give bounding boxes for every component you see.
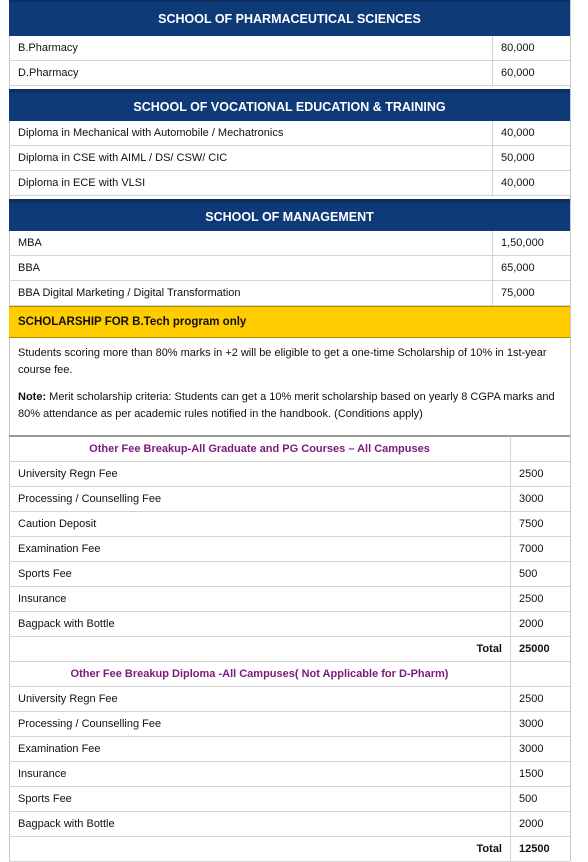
fee-amount: 2000: [519, 618, 544, 630]
fee-amount: 7500: [519, 518, 544, 530]
total-label: Total: [9, 837, 511, 861]
table-row: [9, 712, 570, 737]
fee-amount: 500: [519, 568, 538, 580]
course-name: MBA: [9, 231, 493, 255]
fee-amount: 1500: [519, 768, 544, 780]
fee-name: Sports Fee: [9, 562, 511, 586]
fee-amount: 500: [519, 793, 538, 805]
scholarship-text: Students scoring more than 80% marks in +2 will be eligible to get a one-time Scholarship of 10% in 1st-year course fee.: [18, 347, 547, 376]
fee-amount: 2500: [519, 593, 544, 605]
course-fee: 50,000: [501, 152, 535, 164]
fee-name: Processing / Counselling Fee: [9, 487, 511, 511]
course-fee: 80,000: [501, 42, 535, 54]
table-row: [9, 512, 570, 537]
table-row: [9, 812, 570, 837]
total-row: [9, 837, 570, 862]
fee-name: Insurance: [9, 762, 511, 786]
other-fee-diploma-header: [9, 662, 570, 687]
fee-amount: 3000: [519, 718, 544, 730]
fee-name: Examination Fee: [9, 737, 511, 761]
scholarship-note: [18, 389, 561, 423]
fee-name: University Regn Fee: [9, 687, 511, 711]
fee-name: Bagpack with Bottle: [9, 812, 511, 836]
table-row: [9, 487, 570, 512]
scholarship-header: SCHOLARSHIP FOR B.Tech program only: [9, 306, 570, 338]
course-name: BBA Digital Marketing / Digital Transformation: [9, 281, 493, 305]
total-label: Total: [9, 637, 511, 661]
total-row: [9, 637, 570, 662]
table-row: [9, 36, 570, 61]
fee-amount: 7000: [519, 543, 544, 555]
fee-amount: 2500: [519, 468, 544, 480]
right-border: [570, 0, 571, 861]
scholarship-body: [9, 338, 570, 437]
fee-name: Sports Fee: [9, 787, 511, 811]
other-fee-pg-header: [9, 437, 570, 462]
course-fee: 65,000: [501, 262, 535, 274]
note-label: Note:: [18, 391, 47, 403]
table-row: [9, 737, 570, 762]
table-row: [9, 787, 570, 812]
course-fee: 60,000: [501, 67, 535, 79]
other-fee-diploma-title: Other Fee Breakup Diploma -All Campuses( Not Applicable for D-Pharm): [9, 662, 511, 686]
fee-name: Processing / Counselling Fee: [9, 712, 511, 736]
table-row: [9, 256, 570, 281]
fee-amount: 2000: [519, 818, 544, 830]
course-name: Diploma in ECE with VLSI: [9, 171, 493, 195]
fee-amount: 3000: [519, 743, 544, 755]
course-fee: 1,50,000: [501, 237, 544, 249]
table-row: [9, 121, 570, 146]
table-row: [9, 146, 570, 171]
course-fee: 40,000: [501, 127, 535, 139]
fee-name: Caution Deposit: [9, 512, 511, 536]
fee-amount: 2500: [519, 693, 544, 705]
course-fee: 75,000: [501, 287, 535, 299]
section-header-pharma: SCHOOL OF PHARMACEUTICAL SCIENCES: [9, 0, 570, 36]
table-row: [9, 612, 570, 637]
total-amount: 12500: [519, 843, 550, 855]
course-fee: 40,000: [501, 177, 535, 189]
note-text: Merit scholarship criteria: Students can get a 10% merit scholarship based on yearly 8 CGPA marks and 80% attendance as per academic rules notified in the handbook. (Conditions apply): [18, 391, 555, 420]
table-row: [9, 562, 570, 587]
table-row: [9, 281, 570, 306]
table-row: [9, 171, 570, 196]
table-row: [9, 61, 570, 86]
table-row: [9, 587, 570, 612]
table-row: [9, 462, 570, 487]
other-fee-pg-title: Other Fee Breakup-All Graduate and PG Courses – All Campuses: [9, 437, 511, 461]
table-row: [9, 231, 570, 256]
course-name: BBA: [9, 256, 493, 280]
course-name: Diploma in Mechanical with Automobile / Mechatronics: [9, 121, 493, 145]
fee-name: Examination Fee: [9, 537, 511, 561]
table-row: [9, 537, 570, 562]
fee-name: University Regn Fee: [9, 462, 511, 486]
fee-amount: 3000: [519, 493, 544, 505]
course-name: B.Pharmacy: [9, 36, 493, 60]
total-amount: 25000: [519, 643, 550, 655]
section-header-vocational: SCHOOL OF VOCATIONAL EDUCATION & TRAINING: [9, 89, 570, 121]
table-row: [9, 762, 570, 787]
fee-structure: [9, 0, 570, 862]
table-row: [9, 687, 570, 712]
section-header-management: SCHOOL OF MANAGEMENT: [9, 199, 570, 231]
fee-name: Bagpack with Bottle: [9, 612, 511, 636]
course-name: D.Pharmacy: [9, 61, 493, 85]
course-name: Diploma in CSE with AIML / DS/ CSW/ CIC: [9, 146, 493, 170]
fee-name: Insurance: [9, 587, 511, 611]
